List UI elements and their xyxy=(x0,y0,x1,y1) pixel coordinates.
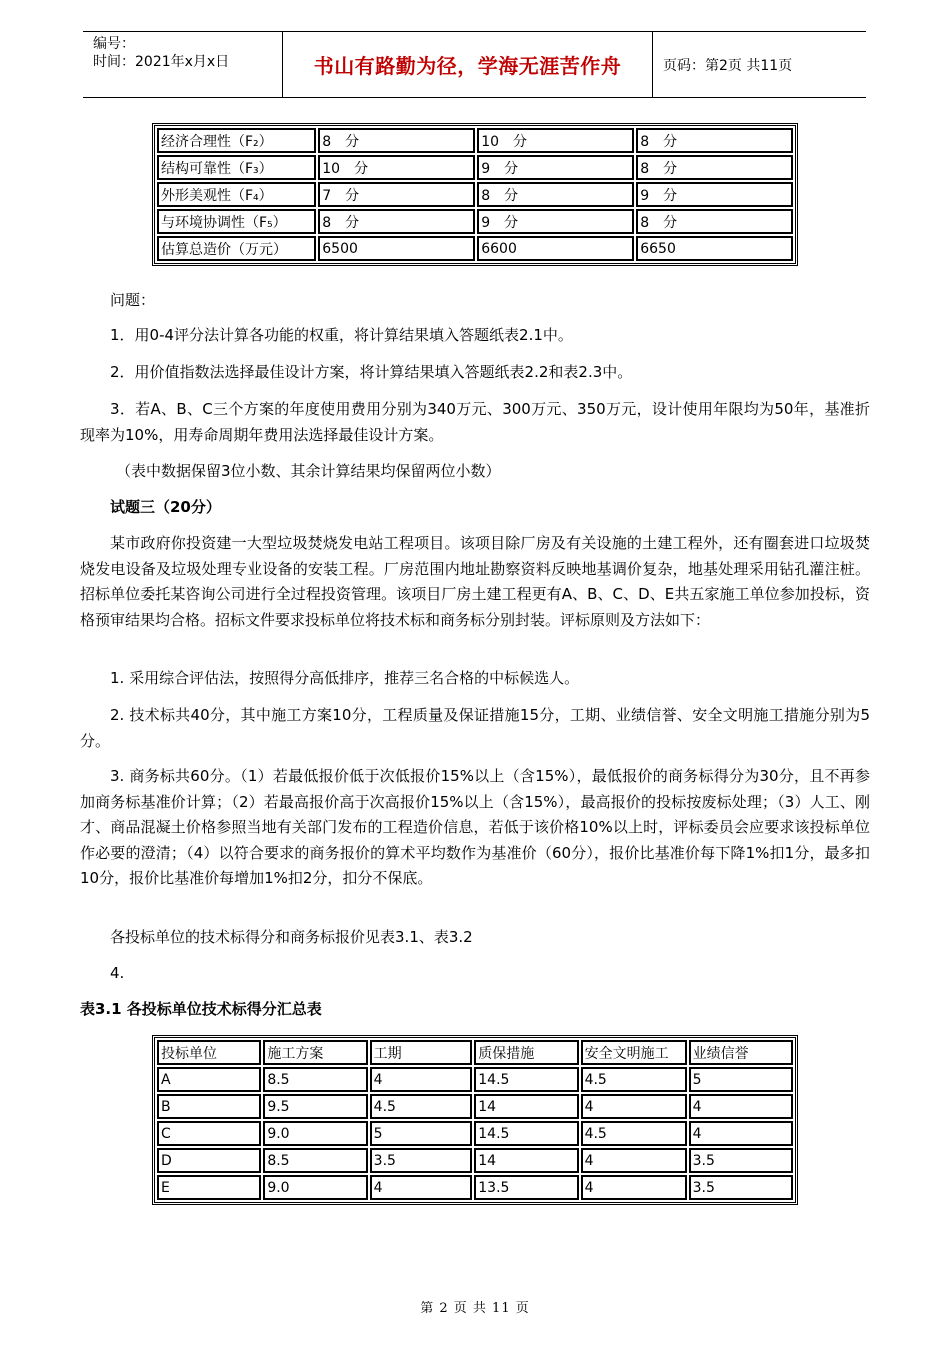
table-cell: 4.5 xyxy=(370,1094,473,1119)
table-cell: 结构可靠性（F₃） xyxy=(157,155,316,180)
table-cell: 4 xyxy=(689,1094,793,1119)
table-cell: 6600 xyxy=(477,236,634,261)
scenario-paragraph: 某市政府你投资建一大型垃圾焚烧发电站工程项目。该项目除厂房及有关设施的土建工程外，还有圈套进口垃圾焚烧发电设备及垃圾处理专业设备的安装工程。厂房范围内地址勘察资料反映地基调价复杂，地基处理采用钻孔灌注桩。招标单位委托某咨询公司进行全过程投资管理。该项目厂房土建工程更有A、B、C、D、E共五家施工单位参加投标，资格预审结果均合格。招标文件要求投标单位将技术标和商务标分别封装。评标原则及方法如下： xyxy=(80,534,870,629)
table-row xyxy=(157,209,793,234)
table-cell: 3.5 xyxy=(689,1148,793,1173)
table-cell: E xyxy=(157,1175,261,1200)
table-cell: 14 xyxy=(474,1094,578,1119)
rule-3: 3. 商务标共60分。（1）若最低报价低于次低报价15%以上（含15%），最低报价的商务标得分为30分，且不再参加商务标基准价计算；（2）若最高报价高于次高报价15%以上（含15%），最高报价的投标按废标处理；（3）人工、刚才、商品混凝土价格参照当地有关部门发布的工程造价信息，若低于该价格10%以上时，评标委员会应要求该投标单位作必要的澄清；（4）以符合要求的商务报价的算术平均数作为基准价（60分），报价比基准价每下降1%扣1分，最多扣10分，报价比基准价每增加1%扣2分，扣分不保底。 xyxy=(80,767,870,887)
table-3-1-title: 表3.1 各投标单位技术标得分汇总表 xyxy=(80,1000,322,1018)
document-date: 时间：2021年x月x日 xyxy=(93,54,230,70)
table-cell: 7 分 xyxy=(318,182,475,207)
question-2: 2．用价值指数法选择最佳设计方案，将计算结果填入答题纸表2.2和表2.3中。 xyxy=(110,363,633,381)
table-row xyxy=(157,1175,793,1200)
column-header: 投标单位 xyxy=(157,1040,261,1065)
column-header: 质保措施 xyxy=(474,1040,578,1065)
table-cell: 14 xyxy=(474,1148,578,1173)
table-row xyxy=(157,155,793,180)
table-row xyxy=(157,128,793,153)
table-cell: 外形美观性（F₄） xyxy=(157,182,316,207)
header-page-info: 页码：第2页 共11页 xyxy=(663,57,793,74)
questions-label: 问题： xyxy=(110,291,156,309)
table-cell: 4.5 xyxy=(581,1121,687,1146)
scoring-table xyxy=(152,123,798,266)
header-meta xyxy=(83,32,283,97)
table-cell: A xyxy=(157,1067,261,1092)
table-cell: 10 分 xyxy=(477,128,634,153)
table-cell: 14.5 xyxy=(474,1067,578,1092)
table-cell: 10 分 xyxy=(318,155,475,180)
table-cell: 3.5 xyxy=(370,1148,473,1173)
table-cell: 8.5 xyxy=(263,1067,367,1092)
column-header: 施工方案 xyxy=(263,1040,367,1065)
table-cell: 6650 xyxy=(636,236,793,261)
table-cell: 经济合理性（F₂） xyxy=(157,128,316,153)
column-header: 工期 xyxy=(370,1040,473,1065)
table-cell: 13.5 xyxy=(474,1175,578,1200)
rule-4: 4. xyxy=(110,964,125,982)
rule-2: 2. 技术标共40分，其中施工方案10分，工程质量及保证措施15分，工期、业绩信誉、安全文明施工措施分别为5分。 xyxy=(80,706,870,750)
technical-score-table xyxy=(152,1035,798,1205)
table-cell: 8 分 xyxy=(636,128,793,153)
table-cell: 9.0 xyxy=(263,1121,367,1146)
table-cell: 4 xyxy=(581,1175,687,1200)
table-cell: 9 分 xyxy=(636,182,793,207)
table-row xyxy=(157,182,793,207)
table-cell: 4 xyxy=(370,1067,473,1092)
page-header xyxy=(83,31,866,98)
table-cell: 9.5 xyxy=(263,1094,367,1119)
table-cell: 9.0 xyxy=(263,1175,367,1200)
table-cell: 8 分 xyxy=(318,128,475,153)
rule-1: 1. 采用综合评估法，按照得分高低排序，推荐三名合格的中标候选人。 xyxy=(110,669,580,687)
table-cell: 4 xyxy=(581,1094,687,1119)
table-cell: 5 xyxy=(370,1121,473,1146)
table-cell: 8 分 xyxy=(477,182,634,207)
column-header: 业绩信誉 xyxy=(689,1040,793,1065)
rounding-note: （表中数据保留3位小数、其余计算结果均保留两位小数） xyxy=(116,462,501,480)
table-row xyxy=(157,1121,793,1146)
table-row xyxy=(157,1067,793,1092)
header-motto: 书山有路勤为径，学海无涯苦作舟 xyxy=(283,32,653,97)
table-cell: 5 xyxy=(689,1067,793,1092)
table-cell: 4 xyxy=(581,1148,687,1173)
table-cell: 8 分 xyxy=(636,209,793,234)
table-cell: 4 xyxy=(689,1121,793,1146)
table-row xyxy=(157,1094,793,1119)
table-cell: 4 xyxy=(370,1175,473,1200)
column-header: 安全文明施工 xyxy=(581,1040,687,1065)
page-footer: 第 2 页 共 11 页 xyxy=(420,1301,530,1316)
table-cell: D xyxy=(157,1148,261,1173)
table-cell: 8.5 xyxy=(263,1148,367,1173)
table-cell: 8 分 xyxy=(636,155,793,180)
question-1: 1．用0-4评分法计算各功能的权重，将计算结果填入答题纸表2.1中。 xyxy=(110,326,573,344)
table-row xyxy=(157,236,793,261)
section-title: 试题三（20分） xyxy=(110,498,221,516)
table-cell: C xyxy=(157,1121,261,1146)
table-cell: 8 分 xyxy=(318,209,475,234)
table-cell: 4.5 xyxy=(581,1067,687,1092)
table-cell: 9 分 xyxy=(477,209,634,234)
tables-reference: 各投标单位的技术标得分和商务标报价见表3.1、表3.2 xyxy=(110,928,473,946)
question-3: 3．若A、B、C三个方案的年度使用费用分别为340万元、300万元、350万元，设计使用年限均为50年，基准折现率为10%，用寿命周期年费用法选择最佳设计方案。 xyxy=(80,400,870,444)
table-cell: 9 分 xyxy=(477,155,634,180)
table-cell: 与环境协调性（F₅） xyxy=(157,209,316,234)
table-header-row xyxy=(157,1040,793,1065)
table-cell: 6500 xyxy=(318,236,475,261)
table-cell: 14.5 xyxy=(474,1121,578,1146)
table-cell: 3.5 xyxy=(689,1175,793,1200)
table-cell: B xyxy=(157,1094,261,1119)
table-row xyxy=(157,1148,793,1173)
table-cell: 估算总造价（万元） xyxy=(157,236,316,261)
document-number: 编号： xyxy=(93,36,135,52)
